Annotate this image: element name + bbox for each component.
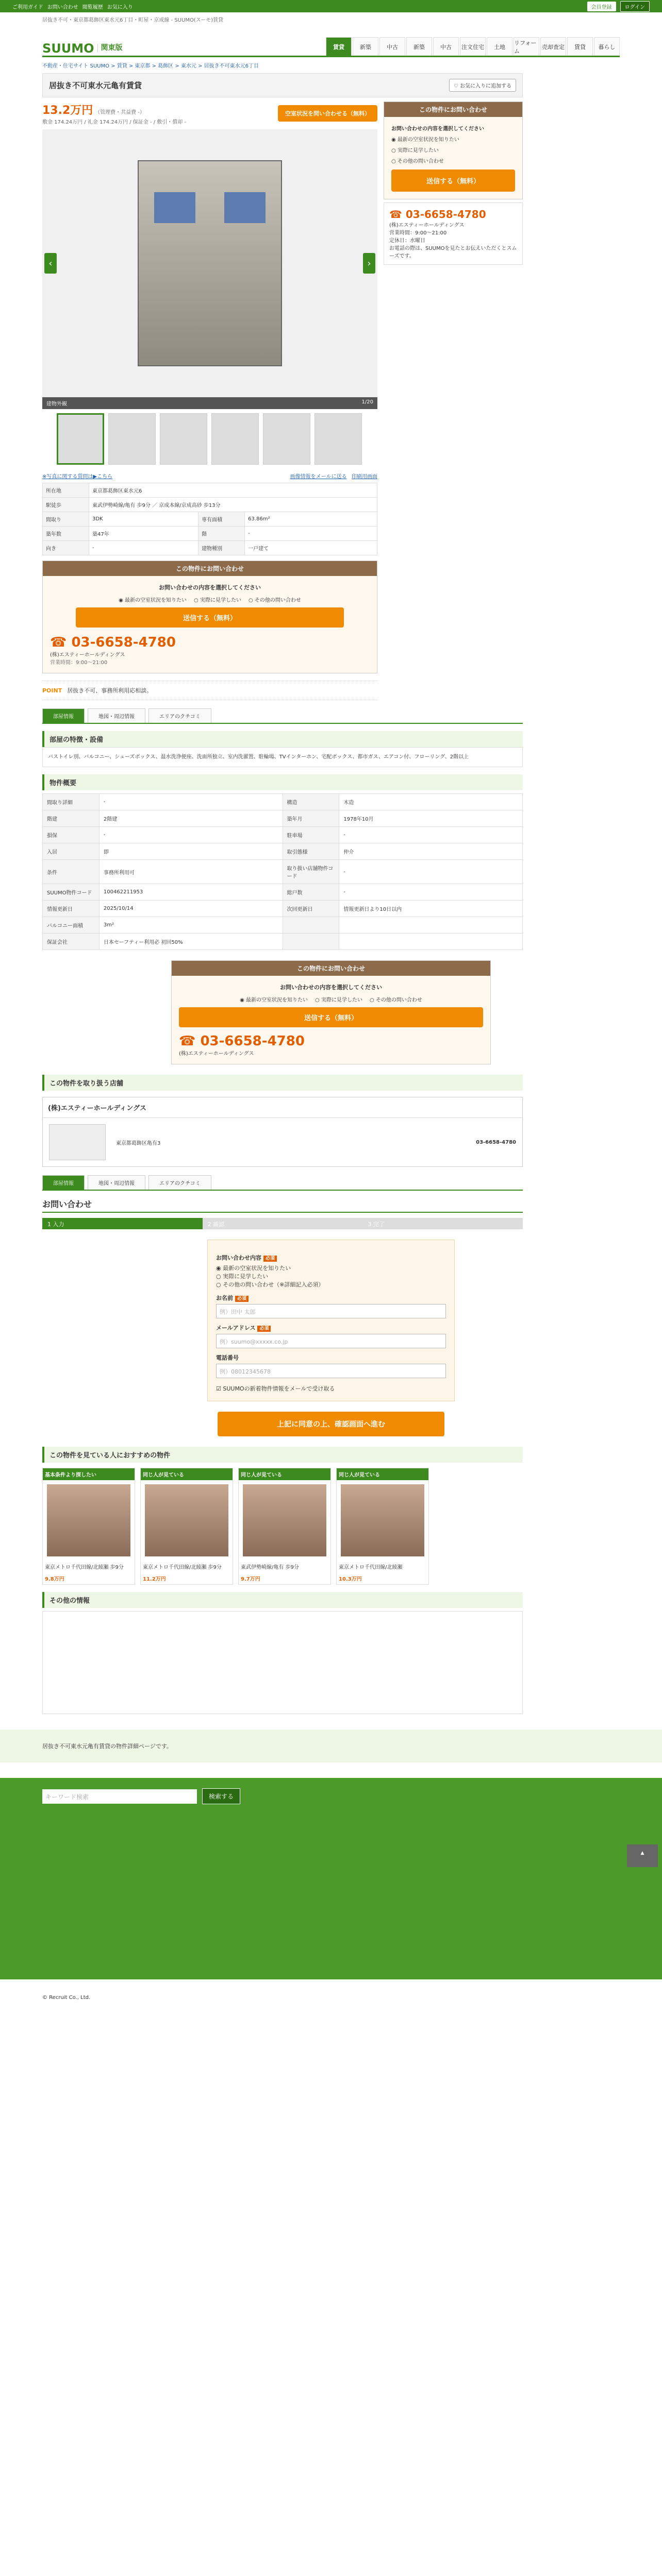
overview-row [43,827,523,843]
overview-label: 総戸数 [283,884,339,901]
mid-option-vacancy[interactable]: ◉ 最新の空室状況を知りたい [240,997,308,1003]
point-section: POINT 居抜き不可、事務所利用応相談。 [42,681,377,700]
overview-label: 保証会社 [43,934,100,950]
suumo-logo[interactable]: SUUMO 関東版 [42,41,123,56]
step-input: 1 入力 [42,1218,203,1229]
top-breadcrumb: 居抜き不可・東京都葛飾区東水元6丁目・町屋・京成線 - SUUMO(スーモ)賃貸 [42,18,224,23]
tel-field[interactable]: 例）08012345678 [216,1364,446,1378]
overview-label: バルコニー面積 [43,917,100,934]
recommend-cards [42,1468,620,1585]
option-visit[interactable]: ○ 実際に見学したい [194,598,241,603]
business-hours: 営業時間：9:00〜21:00 [50,660,108,666]
thumbnail[interactable] [263,413,310,465]
tab-map-2[interactable]: 地図・周辺情報 [88,1175,145,1190]
next-photo-icon[interactable]: › [363,253,375,274]
nav-rent[interactable]: 賃貸 [326,37,352,56]
prev-photo-icon[interactable]: ‹ [44,253,57,274]
property-title-bar [42,73,523,97]
contact-prompt: お問い合わせの内容を選択してください [159,584,261,591]
detail-tabs [42,708,523,724]
mail-photo-link[interactable]: 画像情報をメールに送る [290,474,347,480]
overview-label: 次回更新日 [283,901,339,917]
top-link-contact[interactable]: お問い合わせ [47,4,78,10]
overview-label: 間取り詳細 [43,794,100,810]
thumbnail[interactable] [108,413,156,465]
overview-label [283,934,339,950]
overview-value: 100462211953 [99,884,283,901]
form-option-vacancy[interactable]: ◉ 最新の空室状況を知りたい [216,1265,291,1272]
thumbnail[interactable] [211,413,259,465]
nav-land[interactable]: 土地 [487,37,512,56]
mid-send-button[interactable]: 送信する（無料） [179,1007,483,1027]
nav-life[interactable]: 暮らし [594,37,620,56]
copyright: © Recruit Co., Ltd. [42,1995,91,2001]
recommend-card[interactable]: 同じ人が見ている 東京メトロ千代田線/北綾瀬 歩9分 11.2万円 [140,1468,233,1585]
recommend-card[interactable]: 同じ人が見ている 東武伊勢崎線/亀有 歩9分 9.7万円 [238,1468,331,1585]
page-title: 居抜き不可東水元亀有賃貸 [49,81,142,90]
overview-value: 事務所利用可 [99,860,283,884]
inquiry-heading: お問い合わせ [42,1198,523,1213]
mid-contact-header: この物件にお問い合わせ [172,961,490,976]
register-button[interactable]: 会員登録 [587,2,616,11]
side-hours: 営業時間：9:00〜21:00 [389,230,447,236]
top-link-history[interactable]: 閲覧履歴 [82,4,103,10]
side-holiday: 定休日：水曜日 [389,238,425,244]
photo-caption: 建物外観 [46,401,67,407]
deposit-info: 敷金 174.24万円 / 礼金 174.24万円 / 保証金 - / 敷引・償却 - [42,120,187,125]
mid-option-visit[interactable]: ○ 実際に見学したい [315,997,362,1003]
site-header [42,26,620,57]
thumbnail[interactable] [160,413,207,465]
overview-label [283,917,339,934]
overview-value [339,934,523,950]
photo-question-link[interactable]: ※写真に関する質問は▶こちら [42,474,113,480]
side-contact-header: この物件にお問い合わせ [384,102,522,117]
overview-value: - [339,884,523,901]
mid-prompt: お問い合わせの内容を選択してください [280,984,382,991]
overview-value: - [99,827,283,843]
price-note: （管理費・共益費 -） [95,110,145,115]
send-button[interactable]: 送信する（無料） [76,607,344,628]
overview-value: - [99,794,283,810]
tab-room-info-2[interactable]: 部屋情報 [42,1175,85,1190]
recommend-card[interactable]: 基本条件より探したい 東京メトロ千代田線/北綾瀬 歩9分 9.8万円 [42,1468,135,1585]
overview-label: 階建 [43,810,100,827]
overview-label: 入居 [43,843,100,860]
footer-search-button[interactable]: 検索する [202,1788,240,1804]
tab-reviews-2[interactable]: エリアのクチコミ [148,1175,211,1190]
confirm-submit-button[interactable]: 上記に同意の上、確認画面へ進む [218,1412,444,1436]
inline-contact-box [42,561,377,673]
nav-used-house[interactable]: 中古 [433,37,459,56]
top-link-guide[interactable]: ご利用ガイド [12,4,43,10]
side-send-button[interactable]: 送信する（無料） [391,170,515,192]
overview-value: 即 [99,843,283,860]
tab-map[interactable]: 地図・周辺情報 [88,708,145,723]
overview-value: 日本セーフティー利用必 初回50% [99,934,283,950]
nav-custom-house[interactable]: 注文住宅 [460,37,486,56]
overview-label: 構造 [283,794,339,810]
left-column [42,101,377,700]
side-contact-box [384,101,523,199]
overview-row [43,917,523,934]
overview-value: - [339,860,523,884]
nav-sell[interactable]: 売却査定 [540,37,566,56]
side-phone[interactable]: ☎ 03-6658-4780 [389,208,486,221]
side-company: (株)エスティーホールディングス [389,223,465,228]
shop-image [49,1124,106,1160]
side-option-other[interactable]: ○ その他の問い合わせ [391,159,444,164]
step-complete: 3 完了 [362,1218,523,1229]
photo-caption-bar [42,397,377,409]
footer-green [0,1778,662,1979]
overview-value [339,917,523,934]
overview-value: 情報更新日より10日以内 [339,901,523,917]
vacancy-inquiry-button[interactable]: 空室状況を問い合わせる（無料） [278,105,377,122]
photo-links [42,469,377,483]
email-field[interactable]: 例）suumo@xxxxx.co.jp [216,1334,446,1348]
overview-label: 条件 [43,860,100,884]
mid-phone[interactable]: ☎ 03-6658-4780 [179,1033,305,1049]
top-link-favorites[interactable]: お気に入り [107,4,133,10]
name-field[interactable]: 例）田中 太郎 [216,1304,446,1318]
top-bar [0,0,662,12]
nav-used-mansion[interactable]: 中古 [379,37,405,56]
overview-row [43,884,523,901]
other-info-heading: その他の情報 [42,1592,523,1608]
side-option-vacancy[interactable]: ◉ 最新の空室状況を知りたい [391,137,459,143]
features-text: バストイレ別、バルコニー、シューズボックス、温水洗浄便座、洗面所独立、室内洗濯置、駐輪場、TVインターホン、宅配ボックス、都市ガス、エアコン付、フローリング、2階以上 [42,747,523,767]
form-option-visit[interactable]: ○ 実際に見学したい [216,1273,269,1280]
overview-value: 1978年10月 [339,810,523,827]
company-name: (株)エスティーホールディングス [50,652,125,658]
overview-row [43,843,523,860]
main-photo [42,129,377,397]
overview-label: SUUMO物件コード [43,884,100,901]
overview-label: 築年月 [283,810,339,827]
property-summary-table: 所在地 東京都葛飾区東水元6 駅徒歩 東武伊勢崎線/亀有 歩9分 ／ 京成本線/京成高砂 歩13分 間取り 3DK 専有面積 63.86m² 築年数 築47年 階 - 向き - 建物種別 一戸建て [42,483,377,555]
rent-price: 13.2万円 [42,104,93,117]
thumbnail[interactable] [57,413,104,465]
thumbnail-strip [42,409,377,469]
footer-tagline: 居抜き不可東水元亀有賃貸の物件詳細ページです。 [42,1743,172,1750]
page-top-button[interactable]: ▲ [627,1844,658,1867]
overview-label: 取引態様 [283,843,339,860]
overview-label: 情報更新日 [43,901,100,917]
recommend-heading: この物件を見ている人におすすめの物件 [42,1447,523,1463]
inquiry-form: お問い合わせ内容 必須 ◉ 最新の空室状況を知りたい ○ 実際に見学したい ○ その他の問い合わせ（※詳細記入必須） お名前 必須 例）田中 太郎 メールアドレス 必須 例）suumo@xxxxx.co.jp 電話番号 例）08012345678 ☑ SUUMOの新着物件情報をメールで受け取る [207,1240,455,1401]
mid-company: (株)エスティーホールディングス [179,1051,254,1057]
footer-search-input[interactable]: キーワード検索 [42,1789,197,1804]
overview-heading: 物件概要 [42,774,523,790]
detail-tabs-2 [42,1175,523,1191]
shop-address: 東京都葛飾区亀有3 [116,1140,161,1146]
overview-label: 損保 [43,827,100,843]
overview-value: 木造 [339,794,523,810]
overview-value: - [339,827,523,843]
add-favorite-button[interactable]: ♡ お気に入りに追加する [449,79,516,92]
shop-phone[interactable]: 03-6658-4780 [476,1139,516,1145]
overview-row [43,810,523,827]
breadcrumb[interactable]: 不動産・住宅サイト SUUMO > 賃貸 > 東京都 > 葛飾区 > 東水元 > 居抜き不可東水元6丁目 [42,63,259,69]
photo-counter: 1/20 [361,399,373,405]
overview-row [43,901,523,917]
print-link[interactable]: 印刷用画面 [352,474,377,480]
tab-room-info[interactable]: 部屋情報 [42,708,85,723]
mid-option-other[interactable]: ○ その他の問い合わせ [369,997,422,1003]
overview-row [43,860,523,884]
right-column [384,101,523,700]
overview-value: 2025/10/14 [99,901,283,917]
inquiry-steps [42,1218,523,1229]
step-confirm: 2 確認 [203,1218,363,1229]
thumbnail[interactable] [315,413,362,465]
tab-reviews[interactable]: エリアのクチコミ [148,708,211,723]
overview-label: 取り扱い店舗物件コード [283,860,339,884]
overview-label: 駐車場 [283,827,339,843]
other-info-body [42,1611,523,1714]
login-button[interactable]: ログイン [620,1,650,12]
shop-heading: この物件を取り扱う店舗 [42,1075,523,1091]
nav-rent2[interactable]: 賃貸 [567,37,593,56]
nav-new-house[interactable]: 新築 [406,37,432,56]
shop-box [42,1097,523,1167]
newsletter-checkbox[interactable]: ☑ SUUMOの新着物件情報をメールで受け取る [216,1385,335,1392]
side-note: お電話の際は、SUUMOを見たとお伝えいただくとスムーズです。 [389,246,517,259]
mid-options [179,995,483,1003]
nav-new-mansion[interactable]: 新築 [353,37,378,56]
features-heading: 部屋の特徴・設備 [42,731,523,747]
overview-value: 3m² [99,917,283,934]
overview-value: 仲介 [339,843,523,860]
contact-options [50,596,370,603]
form-option-other[interactable]: ○ その他の問い合わせ（※詳細記入必須） [216,1281,324,1288]
overview-row [43,934,523,950]
shop-name[interactable]: (株)エスティーホールディングス [43,1097,522,1118]
nav-reform[interactable]: リフォーム [514,37,539,56]
mid-contact-box [171,960,491,1064]
footer-info [0,1730,662,1762]
top-links [12,3,133,10]
option-other[interactable]: ○ その他の問い合わせ [248,598,301,603]
bottom-bar [0,1979,662,2026]
side-option-visit[interactable]: ○ 実際に見学したい [391,148,439,154]
phone-number[interactable]: ☎ 03-6658-4780 [50,635,176,650]
side-prompt: お問い合わせの内容を選択してください [391,126,484,132]
overview-value: 2階建 [99,810,283,827]
option-vacancy[interactable]: ◉ 最新の空室状況を知りたい [119,598,187,603]
overview-row [43,794,523,810]
main-nav [326,37,620,56]
recommend-card[interactable]: 同じ人が見ている 東京メトロ千代田線/北綾瀬 10.3万円 [336,1468,429,1585]
side-phone-box [384,202,523,265]
overview-table [42,793,523,950]
contact-box-header: この物件にお問い合わせ [43,561,377,576]
house-photo [138,160,282,366]
